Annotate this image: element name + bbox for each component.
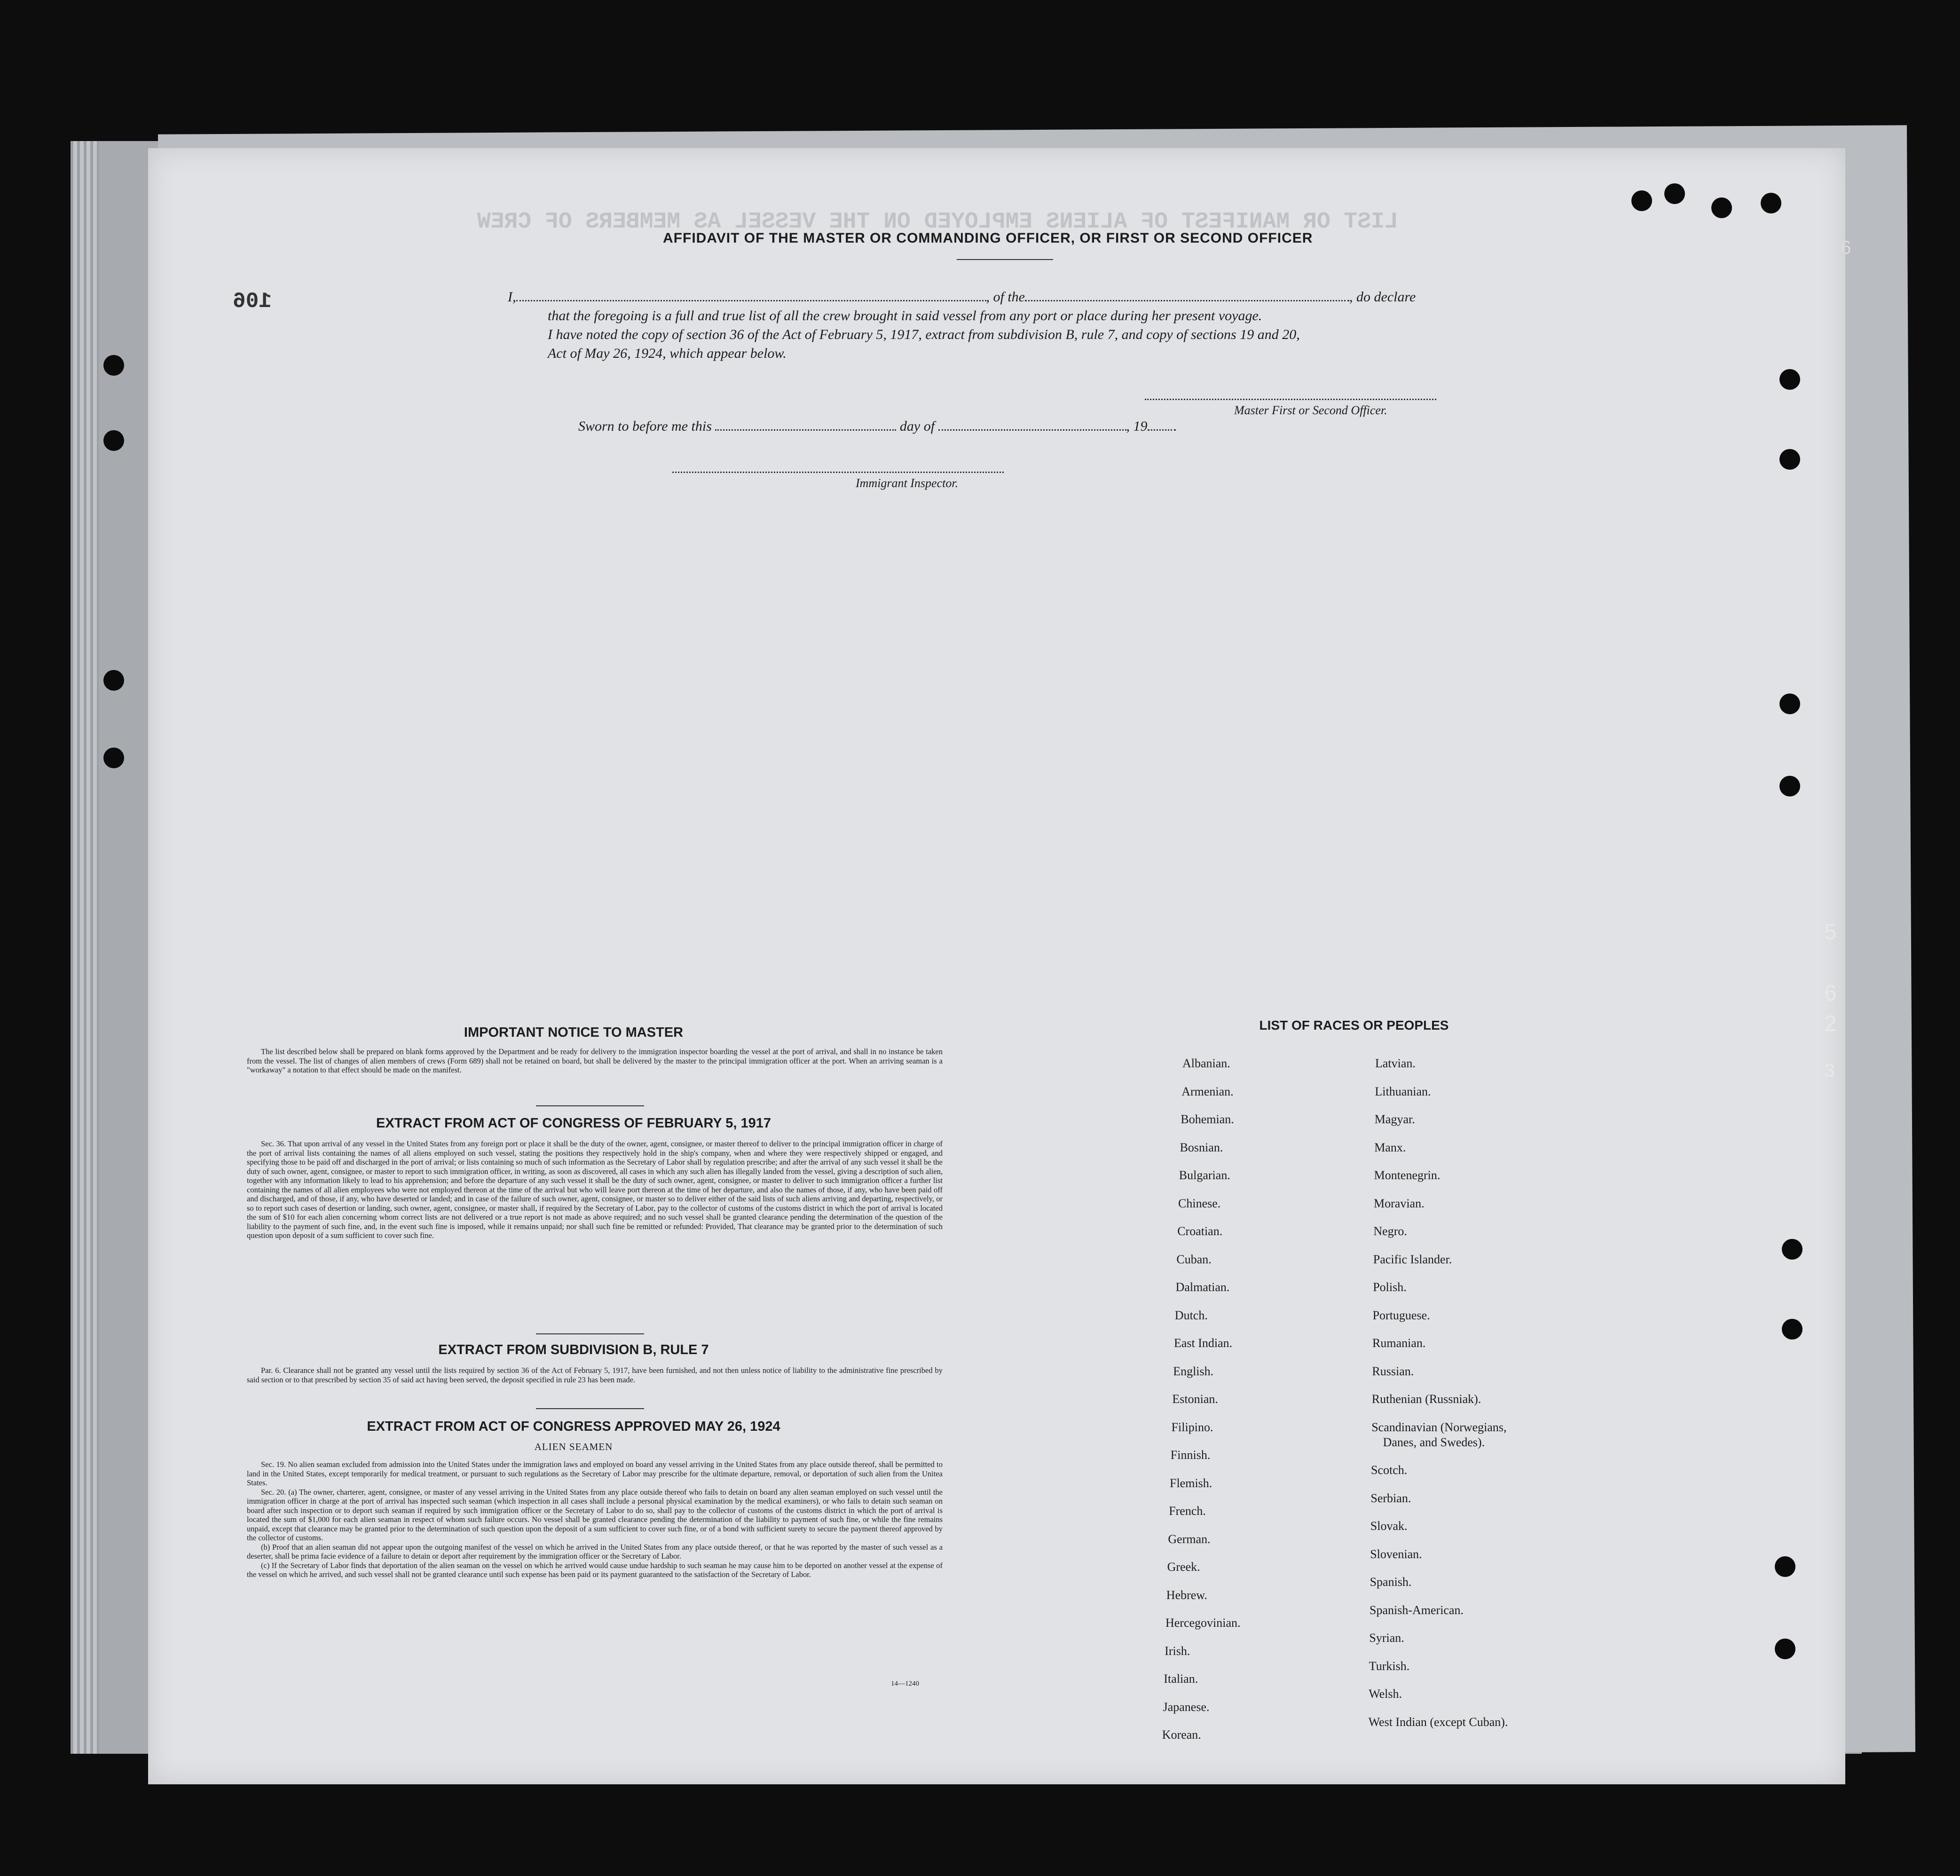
race-item: Lithuanian. <box>1375 1084 1431 1098</box>
race-item: Syrian. <box>1369 1631 1404 1645</box>
race-item: Finnish. <box>1170 1448 1211 1462</box>
margin-mark: 6 <box>1841 237 1851 258</box>
punch-hole <box>1779 369 1800 390</box>
punch-hole <box>1711 197 1732 218</box>
affidavit-line-4: Act of May 26, 1924, which appear below. <box>548 346 787 361</box>
race-item: Polish. <box>1373 1280 1407 1294</box>
punch-hole <box>103 430 124 451</box>
margin-mark: 6 <box>1824 981 1837 1006</box>
race-item: Hebrew. <box>1166 1588 1207 1602</box>
punch-hole <box>1775 1639 1795 1659</box>
race-item: Croatian. <box>1177 1224 1223 1238</box>
punch-hole <box>103 748 124 768</box>
year-label: , 19 <box>1126 418 1148 434</box>
inspector-signature-label: Immigrant Inspector. <box>856 476 959 490</box>
race-item: Portuguese. <box>1372 1308 1430 1322</box>
race-item: Albanian. <box>1182 1056 1230 1070</box>
of-the-label: , of the <box>986 289 1025 305</box>
race-item: Russian. <box>1372 1364 1414 1378</box>
race-item: Negro. <box>1373 1224 1407 1238</box>
race-item: Italian. <box>1164 1672 1198 1686</box>
sec-19: Sec. 19. No alien seaman excluded from admission into the United States under the immigration laws and employed on board any vessel arriving in the United States from any place outside thereof, shall be permitted to land in the United States, except temporarily for medical treatment, or pursuant to such regulations as the Secretary of Labor may prescribe for the ultimate departure, removal, or deportation of such alien from the Unitea States. <box>247 1460 943 1487</box>
master-signature-line <box>1145 399 1436 400</box>
extract-1917-body: Sec. 36. That upon arrival of any vessel in the United States from any foreign port or place it shall be the duty of the owner, agent, consignee, or master thereof to deliver to the principal immigration officer in charge of the port of arrival lists containing the names of all aliens employed on such vessel, stating the positions they respectively hold in the ship's company, when and where they were respectively shipped or engaged, and specifying those to be paid off and discharged in the port of arrival; or lists containing so much of such information as the Secretary of Labor shall by regulation prescribe; and after the arrival of any such vessel it shall be the duty of such owner, agent, consignee, or master to report to such immigration officer, in writing, as soon as discovered, all cases in which any such alien has illegally landed from the vessel, giving a description of such alien, together with any information likely to lead to his apprehension; and before the departure of any such vessel it shall be the duty of such owner, agent, consignee, or master to deliver to such immigration officer a further list containing the names of all alien employees who were not employed thereon at the time of the arrival but who will leave port thereon at the time of her departure, and also the names of those, if any, who have been paid off and discharged, and of those, if any, who have deserted or landed; and in case of the failure of such owner, agent, consignee, or master so to deliver either of the said lists of such aliens arriving and departing, respectively, or so to report such cases of desertion or landing, such owner, agent, consignee, or master shall, if required by the Secretary of Labor, pay to the collector of customs of the customs district in which the port of arrival is located the sum of $10 for each alien concerning whom correct lists are not delivered or a true report is not made as above required; and no such vessel shall be granted clearance pending the determination of the question of the liability to the payment of such fine, and, in the event such fine is imposed, while it remains unpaid; nor shall such fine be remitted or refunded: Provided, That clearance may be granted prior to the determination of such question upon deposit of a sum sufficient to cover such fine. <box>247 1139 943 1240</box>
race-item: Scandinavian (Norwegians, <box>1371 1420 1507 1434</box>
affidavit-line-1 <box>508 289 1416 305</box>
day-of-label: day of <box>899 418 935 434</box>
margin-mark: 3 <box>1824 1060 1835 1081</box>
race-item: East Indian. <box>1174 1336 1233 1350</box>
notice-body: The list described below shall be prepared on blank forms approved by the Department and be ready for delivery to the immigration inspector boarding the vessel at the port of arrival, and shall in no instance be taken from the vessel. The list of changes of alien members of crews (Form 689) shall not be retained on board, but shall be delivered by the master to the principal immigration officer at the port. When an arriving seaman is a "workaway" a notation to that effect should be made on the manifest. <box>247 1047 943 1074</box>
race-item: Irish. <box>1165 1644 1190 1658</box>
sworn-line <box>578 418 1176 434</box>
race-item: French. <box>1169 1504 1206 1518</box>
vessel-blank <box>1025 291 1349 301</box>
alien-seamen-subtitle: ALIEN SEAMEN <box>534 1441 613 1452</box>
race-item: Spanish-American. <box>1370 1603 1464 1617</box>
race-item: Greek. <box>1167 1560 1200 1574</box>
race-item: Rumanian. <box>1372 1336 1426 1350</box>
extract-1924-title: EXTRACT FROM ACT OF CONGRESS APPROVED MAY 26, 1924 <box>367 1419 780 1434</box>
affidavit-line-2: that the foregoing is a full and true list of all the crew brought in said vessel from any port or place during her present voyage. <box>548 308 1262 323</box>
race-item: Scotch. <box>1371 1463 1408 1477</box>
race-item: Chinese. <box>1178 1196 1221 1210</box>
affidavit-title: AFFIDAVIT OF THE MASTER OR COMMANDING OFFICER, OR FIRST OR SECOND OFFICER <box>663 230 1313 246</box>
i-label: I, <box>508 289 516 305</box>
race-item: Manx. <box>1374 1140 1406 1154</box>
race-item: Magyar. <box>1374 1112 1415 1126</box>
race-item: Pacific Islander. <box>1373 1252 1452 1266</box>
race-item: English. <box>1173 1364 1214 1378</box>
year-blank <box>1148 420 1176 431</box>
punch-hole <box>1775 1556 1795 1577</box>
punch-hole <box>103 355 124 376</box>
sworn-month-blank <box>938 420 1126 431</box>
race-item: Latvian. <box>1375 1056 1416 1070</box>
notice-title: IMPORTANT NOTICE TO MASTER <box>464 1025 684 1040</box>
race-item: Turkish. <box>1369 1659 1410 1673</box>
race-item: Montenegrin. <box>1374 1168 1440 1182</box>
punch-hole <box>1782 1319 1803 1340</box>
punch-hole <box>1664 183 1685 204</box>
punch-hole <box>1782 1239 1803 1260</box>
race-item: Estonian. <box>1172 1392 1218 1406</box>
race-item: Bosnian. <box>1180 1140 1223 1154</box>
title-divider <box>957 259 1053 260</box>
divider <box>536 1105 644 1106</box>
race-item: Flemish. <box>1170 1476 1212 1490</box>
race-item: German. <box>1168 1532 1211 1546</box>
form-number: 14—1240 <box>891 1680 919 1687</box>
do-declare-label: , do declare <box>1349 289 1416 305</box>
sworn-label: Sworn to before me this <box>578 418 712 434</box>
race-item: Serbian. <box>1370 1491 1411 1505</box>
sworn-day-blank <box>715 420 896 431</box>
race-item: Japanese. <box>1163 1700 1210 1714</box>
race-item: Moravian. <box>1374 1196 1425 1210</box>
race-item: Armenian. <box>1181 1084 1234 1098</box>
rule7-body: Par. 6. Clearance shall not be granted any vessel until the lists required by section 36 of the Act of February 5, 1917, have been furnished, and not then unless notice of liability to the administrative fine prescribed by said section or to that prescribed by section 35 of said act having been served, the deposit specified in rule 23 has been made. <box>247 1366 943 1384</box>
bleed-through-heading: LIST OR MANIFEST OF ALIENS EMPLOYED ON THE VESSEL AS MEMBERS OF CREW <box>477 209 1398 235</box>
extract-1924-body <box>247 1460 943 1579</box>
race-item: Ruthenian (Russniak). <box>1371 1392 1481 1406</box>
punch-hole <box>1631 190 1652 211</box>
race-item: Bulgarian. <box>1179 1168 1230 1182</box>
rule7-title: EXTRACT FROM SUBDIVISION B, RULE 7 <box>438 1342 709 1357</box>
punch-hole <box>1779 449 1800 470</box>
sec-20-b: (b) Proof that an alien seaman did not appear upon the outgoing manifest of the vessel on which he arrived in the United States from any place outside thereof, or that he was reported by the master of such vessel as a deserter, shall be prima facie evidence of a failure to detain or deport after requirement by the immigration officer or the Secretary of Labor. <box>247 1542 943 1561</box>
race-item: Slovak. <box>1370 1519 1408 1533</box>
punch-hole <box>103 670 124 691</box>
race-item: Korean. <box>1162 1728 1201 1742</box>
race-item: Bohemian. <box>1181 1112 1234 1126</box>
race-item: Danes, and Swedes). <box>1383 1435 1485 1449</box>
margin-mark: 2 <box>1824 1011 1837 1036</box>
race-item: West Indian (except Cuban). <box>1368 1715 1508 1729</box>
sec-20-a: Sec. 20. (a) The owner, charterer, agent, consignee, or master of any vessel arriving in the United States from any place outside thereof who fails to detain on board any alien seaman employed on such vessel until the immigration officer in charge at the port of arrival has inspected such seaman (which inspection in all cases shall include a personal physical examination by the medical examiners), or who fails to detain such seaman on board after such inspection or to deport such seaman if required by such immigration officer or the Secretary of Labor to do so, shall pay to the collector of customs of the customs district in which the port of arrival is located the sum of $1,000 for each alien seaman in respect of whom such failure occurs. No vessel shall be granted clearance pending the determination of the liability to payment of such fine, or while the fine remains unpaid, except that clearance may be granted prior to the determination of such question upon the deposit of a sum sufficient to cover such fine, or of a bond with sufficient surety to secure the payment thereof approved by the collector of customs. <box>247 1487 943 1542</box>
race-item: Cuban. <box>1176 1252 1212 1266</box>
extract-1917-title: EXTRACT FROM ACT OF CONGRESS OF FEBRUARY 5, 1917 <box>376 1116 771 1131</box>
affidavit-line-3: I have noted the copy of section 36 of the Act of February 5, 1917, extract from subdivision B, rule 7, and copy of sections 19 and 20, <box>548 327 1300 342</box>
punch-hole <box>1761 193 1781 213</box>
race-item: Filipino. <box>1171 1420 1213 1434</box>
divider <box>536 1333 644 1334</box>
punch-hole <box>1779 776 1800 796</box>
race-item: Dalmatian. <box>1175 1280 1230 1294</box>
divider <box>536 1408 644 1409</box>
race-item: Welsh. <box>1369 1687 1402 1701</box>
margin-mark: 5 <box>1824 920 1837 945</box>
race-item: Spanish. <box>1370 1575 1412 1589</box>
race-item: Slovenian. <box>1370 1547 1422 1561</box>
inspector-signature-line <box>672 472 1004 473</box>
race-item: Hercegovinian. <box>1165 1616 1241 1630</box>
races-title: LIST OF RACES OR PEOPLES <box>1259 1018 1449 1033</box>
punch-hole <box>1779 694 1800 714</box>
sec-20-c: (c) If the Secretary of Labor finds that deportation of the alien seaman on the vessel on which he arrived would cause undue hardship to such seaman he may cause him to be deported on another vessel at the expense of the vessel on which he arrived, and such vessel shall not be granted clearance until such expense has been paid or its payment guaranteed to the satisfaction of the Secretary of Labor. <box>247 1561 943 1579</box>
top-mark: 106 <box>233 289 272 314</box>
name-blank <box>516 291 986 301</box>
race-item: Dutch. <box>1174 1308 1208 1322</box>
master-signature-label: Master First or Second Officer. <box>1234 403 1387 417</box>
manifest-page <box>148 148 1851 1784</box>
